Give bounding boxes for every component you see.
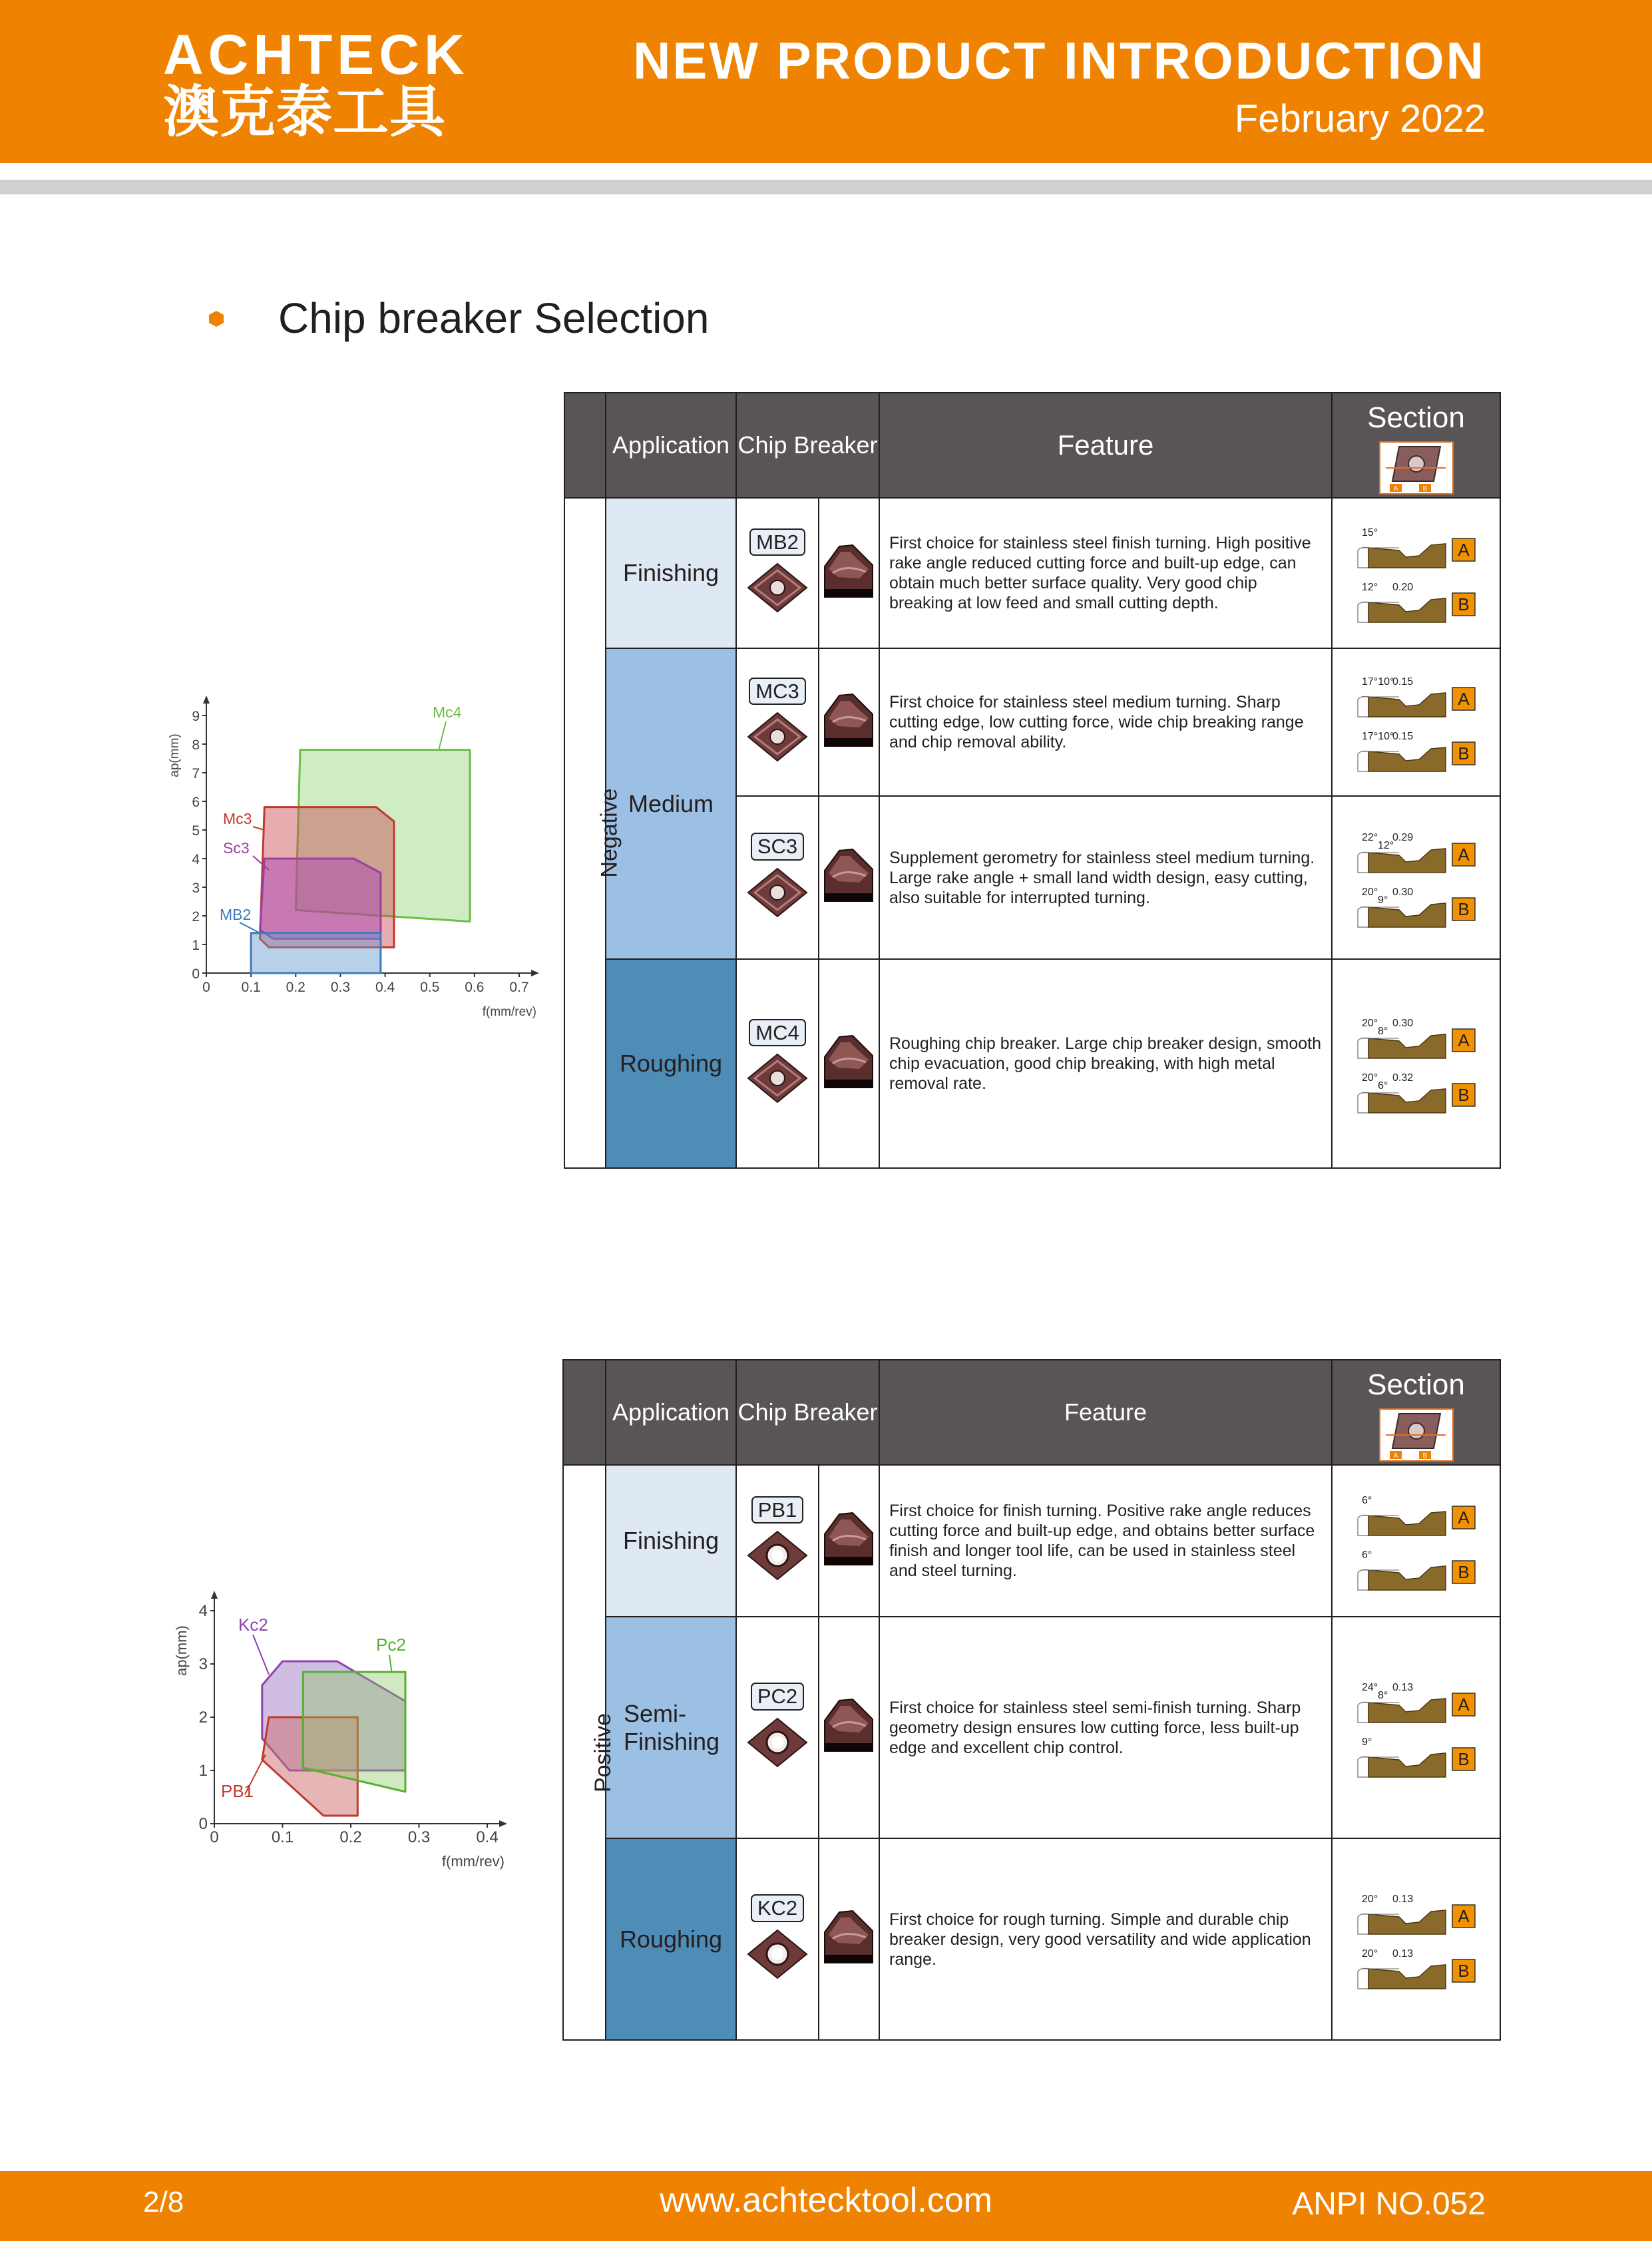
y-tick-label: 5 [192, 823, 200, 839]
section-annotation: 8° [1378, 1026, 1388, 1037]
series-leader-mc3 [253, 827, 264, 830]
series-leader-kc2 [253, 1635, 269, 1675]
group-negative [564, 498, 622, 1168]
x-tick-label: 0.7 [509, 980, 529, 995]
feature-text: First choice for finish turning. Positive rake angle reduces cutting force and built-up edge, and obtains better surface finish and longer tool life, can be used in stainless steel and steel turning. [879, 1465, 1332, 1617]
y-tick-label: 2 [192, 909, 200, 924]
section-annotation: 8° [1378, 1689, 1388, 1701]
y-tick-label: 1 [198, 1762, 208, 1780]
section-annotation: 0.13 [1392, 1681, 1414, 1693]
series-label-mc4: Mc4 [433, 704, 462, 721]
insert-profile-cell [819, 796, 879, 959]
y-tick-label: 2 [198, 1709, 208, 1727]
insert-profile-icon [819, 844, 879, 911]
chip-breaker-code: PB1 [751, 1496, 804, 1524]
chip-breaker-code: MC4 [749, 1019, 805, 1047]
header-chip-breaker: Chip Breaker [736, 393, 879, 498]
section-annotation: 0.13 [1392, 1893, 1414, 1905]
positive-insert-icon [737, 1529, 818, 1585]
chip-breaker-code: MC3 [749, 678, 805, 706]
section-annotation: 9° [1362, 1736, 1372, 1748]
series-leader-mb2 [240, 922, 260, 933]
y-axis-arrow [203, 696, 210, 704]
chip-breaker-code: MB2 [749, 528, 805, 556]
section-annotation: 20° [1362, 886, 1378, 898]
edge-section-icon [1352, 1012, 1500, 1116]
section-cell [1332, 959, 1500, 1168]
negative-chipbreaker-range-chart [160, 679, 566, 1038]
section-annotation: 20° [1362, 1947, 1378, 1959]
negative-chipbreaker-table [564, 392, 1501, 1169]
negative-insert-icon [737, 561, 818, 618]
section-annotation: 20° [1362, 1018, 1378, 1029]
section-marker-label: B [1458, 1562, 1470, 1582]
section-annotation: 0.32 [1392, 1072, 1414, 1084]
section-marker-label: A [1458, 1694, 1470, 1715]
group-label: Negative [596, 788, 622, 878]
section-marker-label: A [1458, 844, 1470, 865]
section-annotation: 6° [1378, 1080, 1388, 1092]
header-chip-breaker: Chip Breaker [736, 1360, 879, 1465]
insert-profile-icon [819, 1508, 879, 1575]
application-cell [606, 1617, 736, 1838]
x-tick-label: 0 [210, 1828, 219, 1846]
hexagon-bullet-icon [208, 310, 225, 327]
negative-insert-icon [737, 710, 818, 767]
edge-section-icon [1352, 826, 1500, 930]
section-marker-label: B [1458, 1748, 1470, 1769]
header-section-label: Section [1367, 1368, 1465, 1401]
y-tick-label: 0 [198, 1815, 208, 1833]
chip-breaker-code: SC3 [751, 833, 804, 861]
table-header-blank [563, 1360, 606, 1465]
section-annotation: 6° [1362, 1495, 1372, 1506]
feature-text: First choice for stainless steel semi-finish turning. Sharp geometry design ensures low cutting force, less built-up edge and excellent chip control. [879, 1617, 1332, 1838]
y-tick-label: 9 [192, 709, 200, 724]
edge-section-icon [1352, 1489, 1500, 1593]
x-axis-label: f(mm/rev) [441, 1853, 505, 1870]
section-marker-label: A [1458, 1030, 1470, 1050]
application-label: Semi- Finishing [624, 1699, 720, 1755]
section-annotation: 0.15 [1392, 731, 1414, 742]
chip-breaker-cell [736, 498, 819, 648]
negative-insert-icon [737, 866, 818, 922]
x-tick-label: 0.4 [476, 1828, 499, 1846]
header-section [1332, 1360, 1500, 1465]
y-tick-label: 4 [198, 1602, 208, 1620]
insert-profile-icon [819, 689, 879, 756]
section-marker-label: B [1458, 1085, 1470, 1105]
svg-text:B: B [1422, 1452, 1427, 1460]
header-application: Application [606, 1360, 736, 1465]
svg-text:A: A [1393, 485, 1398, 493]
section-annotation: 0.29 [1392, 831, 1414, 843]
application-cell: Finishing [606, 498, 736, 648]
group-label: Positive [590, 1713, 616, 1792]
section-annotation: 12° [1378, 839, 1394, 851]
feature-text: First choice for stainless steel finish turning. High positive rake angle reduced cutting force and built-up edge, can obtain much better surface quality. Very good chip breaking at low feed and small cutting depth. [879, 498, 1332, 648]
header-section-label: Section [1367, 401, 1465, 434]
header-section [1332, 393, 1500, 498]
section-annotation: 6° [1362, 1549, 1372, 1561]
section-annotation: 20° [1362, 1893, 1378, 1905]
section-annotation: 0.30 [1392, 1018, 1414, 1029]
series-label-sc3: Sc3 [223, 839, 250, 857]
positive-chipbreaker-range-chart [160, 1584, 566, 1877]
insert-profile-icon [819, 1694, 879, 1761]
x-tick-label: 0 [202, 980, 210, 995]
section-marker-label: B [1458, 594, 1470, 614]
x-tick-label: 0.2 [339, 1828, 362, 1846]
anpi-number: ANPI NO.052 [1292, 2186, 1486, 2222]
header-feature: Feature [879, 1360, 1332, 1465]
application-cell: Medium [606, 648, 736, 959]
x-tick-label: 0.3 [407, 1828, 431, 1846]
section-cell [1332, 1838, 1500, 2040]
series-leader-pc2 [389, 1655, 392, 1672]
publication-date: February 2022 [1234, 97, 1486, 140]
insert-profile-cell [819, 1465, 879, 1617]
edge-section-icon [1352, 521, 1500, 625]
section-cell [1332, 1617, 1500, 1838]
feature-text: Supplement gerometry for stainless steel medium turning. Large rake angle + small land width design, easy cutting, also suitable for interrupted turning. [879, 796, 1332, 959]
insert-profile-cell [819, 1617, 879, 1838]
x-tick-label: 0.1 [271, 1828, 294, 1846]
y-tick-label: 4 [192, 852, 200, 867]
section-annotation: 17°10° [1362, 676, 1394, 688]
application-cell: Roughing [606, 959, 736, 1168]
positive-insert-icon [737, 1928, 818, 1984]
chip-breaker-cell [736, 1617, 819, 1838]
y-tick-label: 3 [192, 881, 200, 896]
series-label-pc2: Pc2 [376, 1635, 406, 1655]
edge-section-icon [1352, 670, 1500, 774]
insert-section-icon [1379, 1408, 1454, 1462]
section-annotation: 0.13 [1392, 1947, 1414, 1959]
x-axis-arrow [531, 970, 539, 976]
website-link[interactable]: www.achtecktool.com [660, 2181, 992, 2220]
positive-insert-icon [737, 1716, 818, 1772]
section-marker-label: B [1458, 899, 1470, 919]
chip-breaker-cell [736, 1838, 819, 2040]
insert-profile-cell [819, 498, 879, 648]
section-marker-label: B [1458, 743, 1470, 763]
header-divider [0, 180, 1652, 194]
section-annotation: 9° [1378, 894, 1388, 906]
chip-breaker-code: KC2 [751, 1894, 804, 1922]
section-marker-label: A [1458, 689, 1470, 709]
feature-text: First choice for rough turning. Simple and durable chip breaker design, very good versatility and wide application range. [879, 1838, 1332, 2040]
section-annotation: 20° [1362, 1072, 1378, 1084]
page-number: 2/8 [143, 2186, 184, 2218]
edge-section-icon [1352, 1676, 1500, 1780]
x-tick-label: 0.4 [375, 980, 395, 995]
x-tick-label: 0.2 [286, 980, 306, 995]
chip-breaker-cell [736, 648, 819, 796]
series-label-mb2: MB2 [220, 906, 252, 923]
feature-text: Roughing chip breaker. Large chip breaker design, smooth chip evacuation, good chip breaking, with high metal removal rate. [879, 959, 1332, 1168]
section-annotation: 15° [1362, 527, 1378, 538]
chip-breaker-cell [736, 796, 819, 959]
header-application: Application [606, 393, 736, 498]
section-heading: Chip breaker Selection [278, 294, 710, 342]
section-annotation: 0.20 [1392, 582, 1414, 593]
section-annotation: 17°10° [1362, 731, 1394, 742]
chip-breaker-code: PC2 [751, 1683, 804, 1711]
page-title: NEW PRODUCT INTRODUCTION [633, 31, 1486, 90]
x-tick-label: 0.1 [241, 980, 261, 995]
application-cell: Roughing [606, 1838, 736, 2040]
x-axis-arrow [499, 1820, 507, 1827]
negative-insert-icon [737, 1052, 818, 1108]
section-marker-label: A [1458, 540, 1470, 560]
insert-profile-cell [819, 648, 879, 796]
section-annotation: 0.30 [1392, 886, 1414, 898]
table-header-blank [564, 393, 606, 498]
section-marker-label: A [1458, 1508, 1470, 1528]
chip-breaker-cell [736, 1465, 819, 1617]
y-tick-label: 8 [192, 737, 200, 753]
insert-profile-icon [819, 1030, 879, 1098]
logo-english: ACHTECK [163, 23, 469, 86]
application-cell: Finishing [606, 1465, 736, 1617]
insert-profile-cell [819, 1838, 879, 2040]
series-region-mb2 [251, 933, 381, 973]
y-tick-label: 6 [192, 795, 200, 810]
header-feature: Feature [879, 393, 1332, 498]
y-axis-label: ap(mm) [173, 1625, 190, 1676]
y-tick-label: 1 [192, 938, 200, 953]
logo-chinese: 澳克泰工具 [163, 79, 447, 144]
series-label-kc2: Kc2 [238, 1615, 268, 1635]
positive-chipbreaker-table [562, 1359, 1501, 2041]
y-tick-label: 0 [192, 966, 200, 982]
section-annotation: 0.15 [1392, 676, 1414, 688]
x-tick-label: 0.6 [465, 980, 485, 995]
insert-profile-icon [819, 540, 879, 607]
section-annotation: 22° [1362, 831, 1378, 843]
series-region-sc3 [260, 859, 381, 938]
y-tick-label: 7 [192, 766, 200, 781]
section-marker-label: B [1458, 1960, 1470, 1981]
insert-profile-cell [819, 959, 879, 1168]
series-label-mc3: Mc3 [223, 810, 252, 827]
section-cell [1332, 648, 1500, 796]
insert-profile-icon [819, 1906, 879, 1973]
x-tick-label: 0.3 [330, 980, 351, 995]
section-cell [1332, 1465, 1500, 1617]
section-cell [1332, 498, 1500, 648]
section-annotation: 24° [1362, 1681, 1378, 1693]
group-positive [563, 1465, 616, 2040]
insert-section-icon [1379, 441, 1454, 495]
series-leader-mc4 [439, 721, 446, 750]
section-marker-label: A [1458, 1906, 1470, 1926]
svg-text:B: B [1422, 485, 1427, 493]
section-annotation: 12° [1362, 582, 1378, 593]
chip-breaker-cell [736, 959, 819, 1168]
section-cell [1332, 796, 1500, 959]
y-axis-label: ap(mm) [168, 733, 182, 777]
series-label-pb1: PB1 [221, 1781, 254, 1801]
svg-text:A: A [1393, 1452, 1398, 1460]
y-axis-arrow [211, 1591, 218, 1599]
x-axis-label: f(mm/rev) [482, 1005, 536, 1019]
y-tick-label: 3 [198, 1655, 208, 1673]
feature-text: First choice for stainless steel medium turning. Sharp cutting edge, low cutting force, wide chip breaking range and chip removal ability. [879, 648, 1332, 796]
x-tick-label: 0.5 [420, 980, 440, 995]
edge-section-icon [1352, 1888, 1500, 1991]
